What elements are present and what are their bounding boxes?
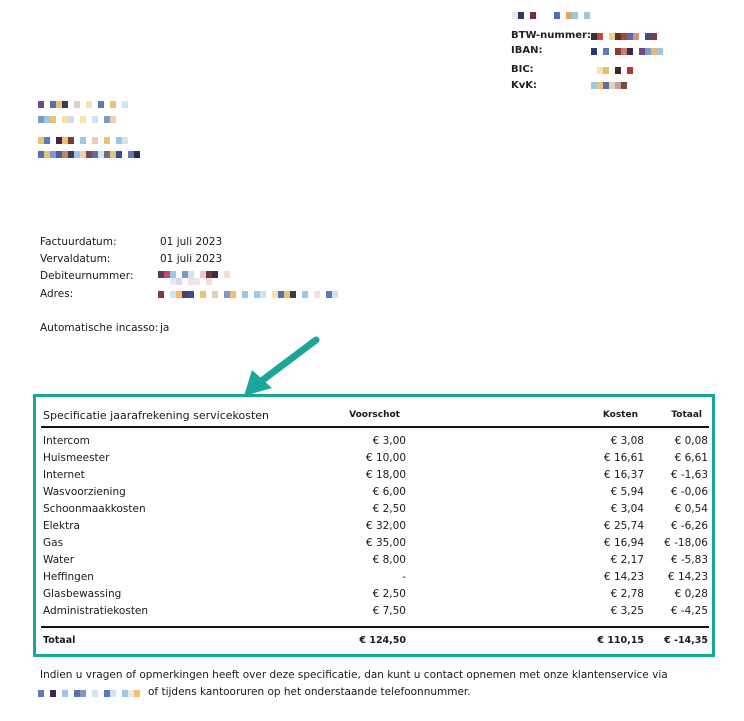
table-row [36,469,718,486]
redacted-btw-value [591,33,657,40]
redacted-kvk-value [591,82,627,89]
redacted-contact-email [38,690,140,697]
row-voorschot: € 2,50 [372,503,406,515]
row-totaal: € -0,06 [670,486,708,498]
incasso-label: Automatische incasso: [40,322,159,334]
row-kosten: € 16,37 [603,469,644,481]
vervaldatum-label: Vervaldatum: [40,253,111,265]
row-kosten: € 14,23 [603,571,644,583]
row-totaal: € -5,83 [670,554,708,566]
row-kosten: € 2,17 [610,554,644,566]
row-name: Elektra [43,520,80,532]
row-voorschot: € 10,00 [365,452,406,464]
row-totaal: € 6,61 [674,452,708,464]
col-header-voorschot: Voorschot [349,410,400,420]
factuurdatum-label: Factuurdatum: [40,236,117,248]
col-header-totaal: Totaal [671,410,702,420]
header-divider [41,426,709,428]
total-name: Totaal [43,635,76,646]
total-voorschot: € 124,50 [359,635,406,646]
redacted-recipient-line-3 [38,137,128,144]
debiteurnummer-label: Debiteurnummer: [40,270,134,282]
adres-label: Adres: [40,288,74,300]
row-totaal: € -6,26 [670,520,708,532]
row-voorschot: - [402,571,406,583]
table-row [36,435,718,452]
row-voorschot: € 3,00 [372,435,406,447]
row-voorschot: € 6,00 [372,486,406,498]
redacted-recipient-line-2 [38,116,116,123]
table-row [36,503,718,520]
row-totaal: € 0,08 [674,435,708,447]
redacted-recipient-line-4 [38,151,140,158]
table-row [36,452,718,469]
row-voorschot: € 35,00 [365,537,406,549]
row-voorschot: € 7,50 [372,605,406,617]
row-name: Glasbewassing [43,588,122,600]
redacted-debiteurnummer-2 [170,278,212,285]
redacted-debiteurnummer [158,271,230,278]
row-name: Heffingen [43,571,94,583]
table-row [36,571,718,588]
row-name: Huismeester [43,452,110,464]
row-totaal: € -18,06 [664,537,708,549]
row-voorschot: € 2,50 [372,588,406,600]
specification-table [33,394,715,657]
row-totaal: € -4,25 [670,605,708,617]
row-kosten: € 5,94 [610,486,644,498]
table-row [36,605,718,622]
redacted-iban-value [591,48,663,55]
vervaldatum-value: 01 juli 2023 [160,253,223,265]
row-name: Wasvoorziening [43,486,126,498]
row-kosten: € 3,04 [610,503,644,515]
row-totaal: € 14,23 [667,571,708,583]
redacted-bic-value [597,67,633,74]
row-kosten: € 25,74 [603,520,644,532]
total-kosten: € 110,15 [597,635,644,646]
row-kosten: € 16,94 [603,537,644,549]
total-totaal: € -14,35 [664,635,708,646]
row-totaal: € 0,28 [674,588,708,600]
incasso-value: ja [160,322,170,334]
redacted-company-name [512,12,590,19]
total-row [36,635,718,652]
row-name: Internet [43,469,85,481]
footer-line-1: Indien u vragen of opmerkingen heeft over deze specificatie, dan kunt u contact opnemen met onze klantenservice via [40,669,668,681]
table-row [36,537,718,554]
factuurdatum-value: 01 juli 2023 [160,236,223,248]
bic-label: BIC: [511,64,534,75]
redacted-adres [158,291,338,298]
row-name: Water [43,554,75,566]
row-voorschot: € 32,00 [365,520,406,532]
row-kosten: € 16,61 [603,452,644,464]
spec-title: Specificatie jaarafrekening servicekosten [43,409,270,422]
btw-label: BTW-nummer: [511,30,591,41]
row-name: Intercom [43,435,90,447]
col-header-kosten: Kosten [602,410,638,420]
row-voorschot: € 8,00 [372,554,406,566]
table-row [36,486,718,503]
table-row [36,520,718,537]
total-divider [41,626,709,628]
row-kosten: € 3,08 [610,435,644,447]
iban-label: IBAN: [511,45,543,56]
table-row [36,588,718,605]
footer-line-2: of tijdens kantooruren op het onderstaande telefoonnummer. [148,686,471,698]
row-voorschot: € 18,00 [365,469,406,481]
row-name: Gas [43,537,64,549]
row-kosten: € 2,78 [610,588,644,600]
row-name: Schoonmaakkosten [43,503,146,515]
kvk-label: KvK: [511,80,538,91]
row-totaal: € 0,54 [674,503,708,515]
table-row [36,554,718,571]
row-name: Administratiekosten [43,605,149,617]
redacted-recipient-line-1 [38,101,128,108]
row-kosten: € 3,25 [610,605,644,617]
row-totaal: € -1,63 [670,469,708,481]
